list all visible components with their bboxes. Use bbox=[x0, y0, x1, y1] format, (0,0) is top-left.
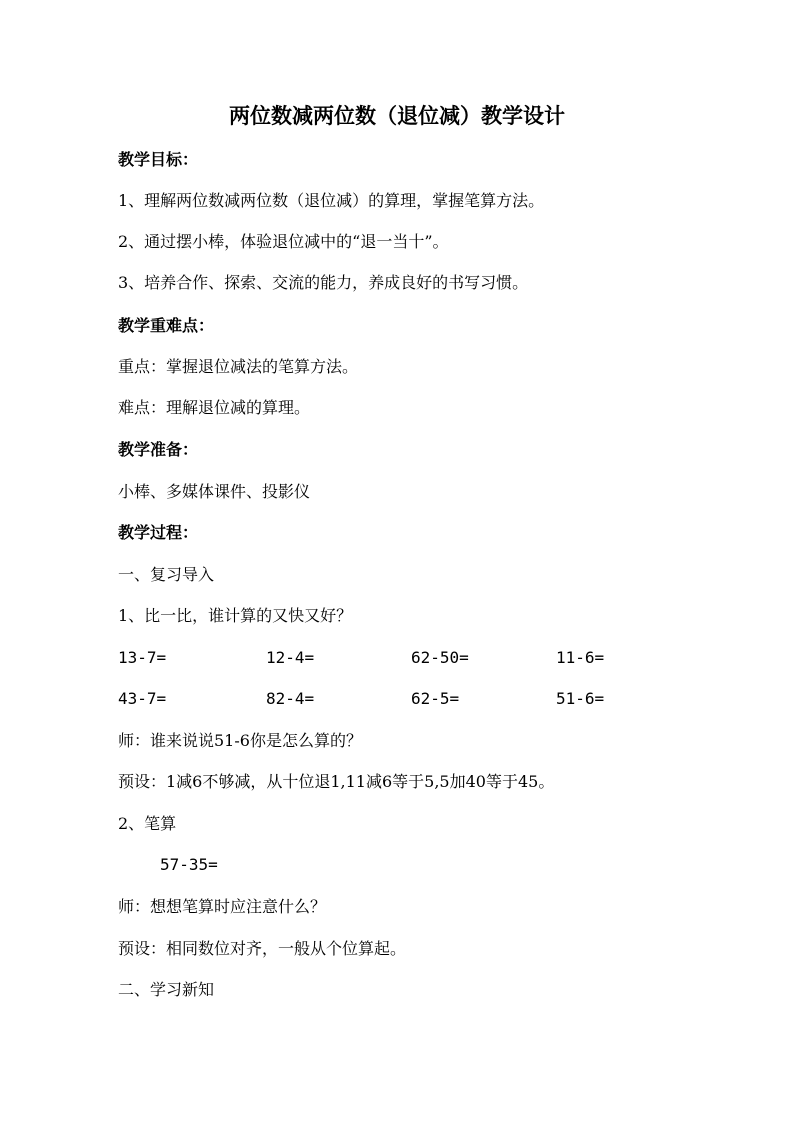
process-heading: 教学过程： bbox=[118, 523, 199, 542]
difficulty-text: 难点：理解退位减的算理。 bbox=[118, 398, 311, 417]
exercise-cell: 62-5= bbox=[411, 689, 460, 708]
preset-answer-2: 预设：相同数位对齐，一般从个位算起。 bbox=[118, 939, 407, 958]
goal-item-3: 3、培养合作、探索、交流的能力，养成良好的书写习惯。 bbox=[118, 273, 529, 292]
step-compare: 1、比一比，谁计算的又快又好？ bbox=[118, 606, 353, 625]
teacher-question-1: 师：谁来说说51-6你是怎么算的？ bbox=[118, 731, 362, 750]
preparation-text: 小棒、多媒体课件、投影仪 bbox=[118, 482, 311, 501]
step-written-calc: 2、笔算 bbox=[118, 814, 177, 833]
exercise-cell: 82-4= bbox=[266, 689, 315, 708]
section-new-knowledge: 二、学习新知 bbox=[118, 980, 215, 999]
key-point-text: 重点：掌握退位减法的笔算方法。 bbox=[118, 357, 359, 376]
exercise-cell: 51-6= bbox=[556, 689, 605, 708]
key-points-heading: 教学重难点： bbox=[118, 316, 215, 335]
exercise-cell: 62-50= bbox=[411, 648, 469, 667]
goal-item-2: 2、通过摆小棒，体验退位减中的“退一当十”。 bbox=[118, 232, 449, 251]
goals-heading: 教学目标： bbox=[118, 150, 199, 169]
exercise-cell: 43-7= bbox=[118, 689, 167, 708]
exercise-cell: 13-7= bbox=[118, 648, 167, 667]
preset-answer-1: 预设：1减6不够减，从十位退1,11减6等于5,5加40等于45。 bbox=[118, 772, 555, 791]
exercise-cell: 12-4= bbox=[266, 648, 315, 667]
teacher-question-2: 师：想想笔算时应注意什么？ bbox=[118, 897, 327, 916]
exercise-row-2 bbox=[118, 685, 678, 713]
section-review: 一、复习导入 bbox=[118, 565, 215, 584]
goal-item-1: 1、理解两位数减两位数（退位减）的算理，掌握笔算方法。 bbox=[118, 191, 545, 210]
written-calc-expression: 57-35= bbox=[160, 855, 218, 874]
preparation-heading: 教学准备： bbox=[118, 440, 199, 459]
document-title: 两位数减两位数（退位减）教学设计 bbox=[229, 103, 565, 128]
exercise-cell: 11-6= bbox=[556, 648, 605, 667]
exercise-row-1 bbox=[118, 644, 678, 672]
